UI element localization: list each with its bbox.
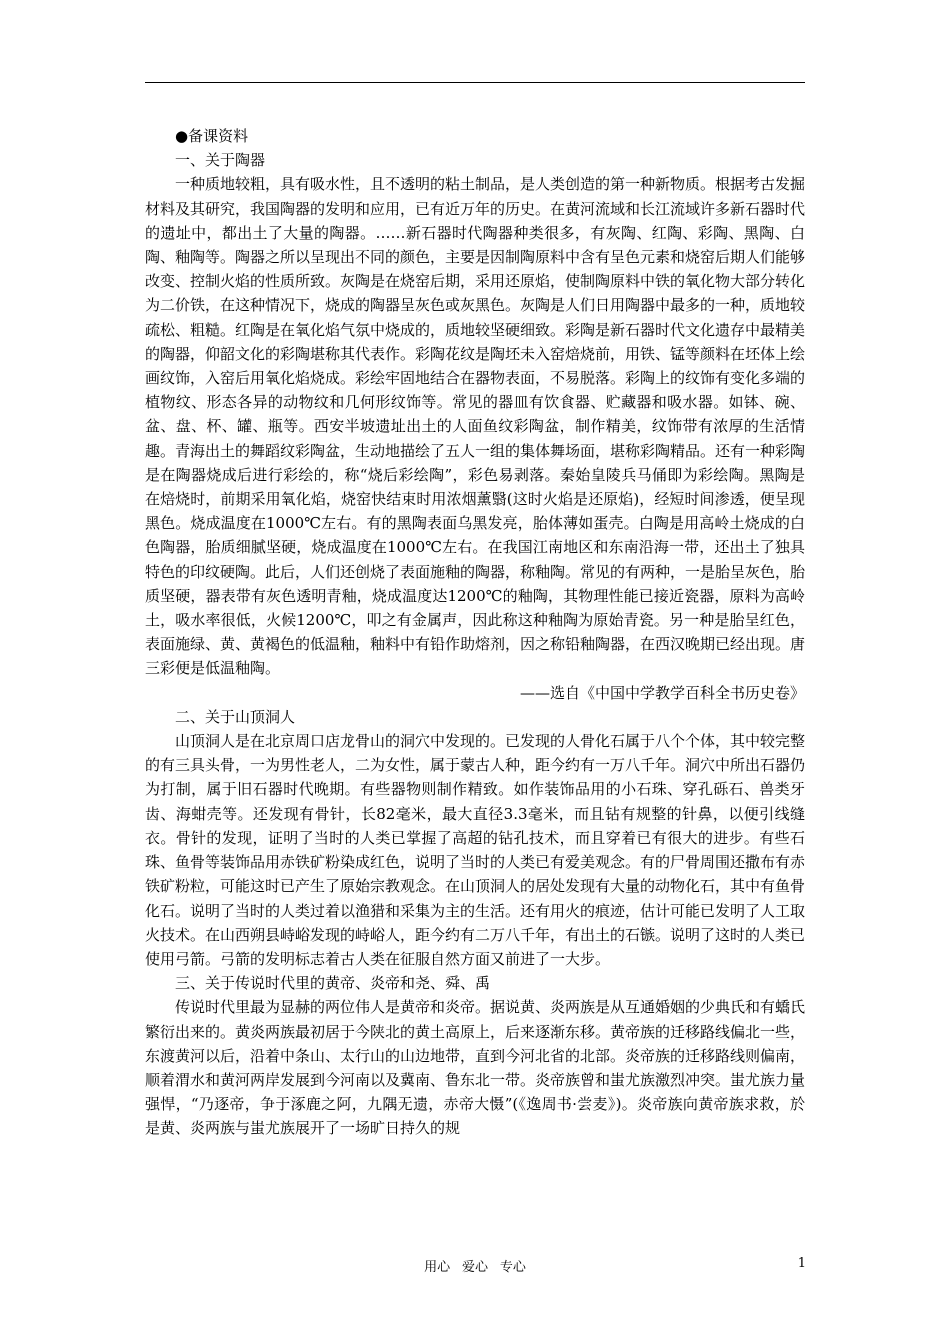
paragraph-pottery: 一种质地较粗，具有吸水性，且不透明的粘土制品，是人类创造的第一种新物质。根据考古发掘材料及其研究，我国陶器的发明和应用，已有近万年的历史。在黄河流域和长江流域许多新石器时代的遗址中，都出土了大量的陶器。……新石器时代陶器种类很多，有灰陶、红陶、彩陶、黑陶、白陶、釉陶等。陶器之所以呈现出不同的颜色，主要是因制陶原料中含有呈色元素和烧窑后期人们能够改变、控制火焰的性质所致。灰陶是在烧窑后期，采用还原焰，使制陶原料中铁的氧化物大部分转化为二价铁，在这种情况下，烧成的陶器呈灰色或灰黑色。灰陶是人们日用陶器中最多的一种，质地较疏松、粗糙。红陶是在氧化焰气氛中烧成的，质地较坚硬细致。彩陶是新石器时代文化遗存中最精美的陶器，仰韶文化的彩陶堪称其代表作。彩陶花纹是陶坯未入窑焙烧前，用铁、锰等颜料在坯体上绘画纹饰，入窑后用氧化焰烧成。彩绘牢固地结合在器物表面，不易脱落。彩陶上的纹饰有变化多端的植物纹、形态各异的动物纹和几何形纹饰等。常见的器皿有饮食器、贮藏器和吸水器。如钵、碗、盆、盘、杯、罐、瓶等。西安半坡遗址出土的人面鱼纹彩陶盆，制作精美，纹饰带有浓厚的生活情趣。青海出土的舞蹈纹彩陶盆，生动地描绘了五人一组的集体舞场面，堪称彩陶精品。还有一种彩陶是在陶器烧成后进行彩绘的，称“烧后彩绘陶”，彩色易剥落。秦始皇陵兵马俑即为彩绘陶。黑陶是在焙烧时，前期采用氧化焰，烧窑快结束时用浓烟薰翳(这时火焰是还原焰)，经短时间渗透，便呈现黑色。烧成温度在1000℃左右。有的黑陶表面乌黑发亮，胎体薄如蛋壳。白陶是用高岭土烧成的白色陶器，胎质细腻坚硬，烧成温度在1000℃左右。在我国江南地区和东南沿海一带，还出土了独具特色的印纹硬陶。此后，人们还创烧了表面施釉的陶器，称釉陶。常见的有两种，一是胎呈灰色，胎质坚硬，器表带有灰色透明青釉，烧成温度达1200℃的釉陶，其物理性能已接近瓷器，原料为高岭土，吸水率很低，火候1200℃，叩之有金属声，因此称这种釉陶为原始青瓷。另一种是胎呈红色，表面施绿、黄、黄褐色的低温釉，釉料中有铅作助熔剂，因之称铅釉陶器，在西汉晚期已经出现。唐三彩便是低温釉陶。 (145, 175, 806, 678)
paragraph-upper-cave-man: 山顶洞人是在北京周口店龙骨山的洞穴中发现的。已发现的人骨化石属于八个个体，其中较完整的有三具头骨，一为男性老人，二为女性，属于蒙古人种，距今约有一万八千年。洞穴中所出石器仍为打制，属于旧石器时代晚期。有些器物则制作精致。如作装饰品用的小石珠、穿孔砾石、兽类牙齿、海蚶壳等。还发现有骨针，长82毫米，最大直径3.3毫米，而且钻有规整的针鼻，以便引线缝衣。骨针的发现，证明了当时的人类已掌握了高超的钻孔技术，而且穿着已有很大的进步。有些石珠、鱼骨等装饰品用赤铁矿粉染成红色，说明了当时的人类已有爱美观念。有的尸骨周围还撒布有赤铁矿粉粒，可能这时已产生了原始宗教观念。在山顶洞人的居处发现有大量的动物化石，其中有鱼骨化石。说明了当时的人类过着以渔猎和采集为主的生活。还有用火的痕迹，估计可能已发明了人工取火技术。在山西朔县峙峪发现的峙峪人，距今约有二万八千年，有出土的石镞。说明了这时的人类已使用弓箭。弓箭的发明标志着古人类在征服自然方面又前进了一大步。 (145, 732, 806, 968)
header-rule (145, 82, 805, 83)
paragraph-legendary-era: 传说时代里最为显赫的两位伟人是黄帝和炎帝。据说黄、炎两族是从互通婚姻的少典氏和有蟜氏繁衍出来的。黄炎两族最初居于今陕北的黄土高原上，后来逐渐东移。黄帝族的迁移路线偏北一些，东渡黄河以后，沿着中条山、太行山的山边地带，直到今河北省的北部。炎帝族的迁移路线则偏南，顺着渭水和黄河两岸发展到今河南以及冀南、鲁东北一带。炎帝族曾和蚩尤族激烈冲突。蚩尤族力量强悍，“乃逐帝，争于涿鹿之阿，九隅无遗，赤帝大慑”(《逸周书·尝麦》)。炎帝族向黄帝族求救，於是黄、炎两族与蚩尤族展开了一场旷日持久的规 (145, 998, 806, 1138)
footer-motto: 用心 爱心 专心 (424, 1260, 526, 1275)
section-heading-pottery: 一、关于陶器 (175, 151, 266, 170)
page-number: 1 (797, 1256, 806, 1271)
document-body (145, 124, 805, 1141)
section-heading-upper-cave-man: 二、关于山顶洞人 (175, 707, 296, 726)
source-citation: ——选自《中国中学教学百科全书历史卷》 (519, 683, 805, 702)
section-title: ●备课资料 (175, 127, 249, 145)
section-heading-legendary-era: 三、关于传说时代里的黄帝、炎帝和尧、舜、禹 (175, 974, 491, 993)
